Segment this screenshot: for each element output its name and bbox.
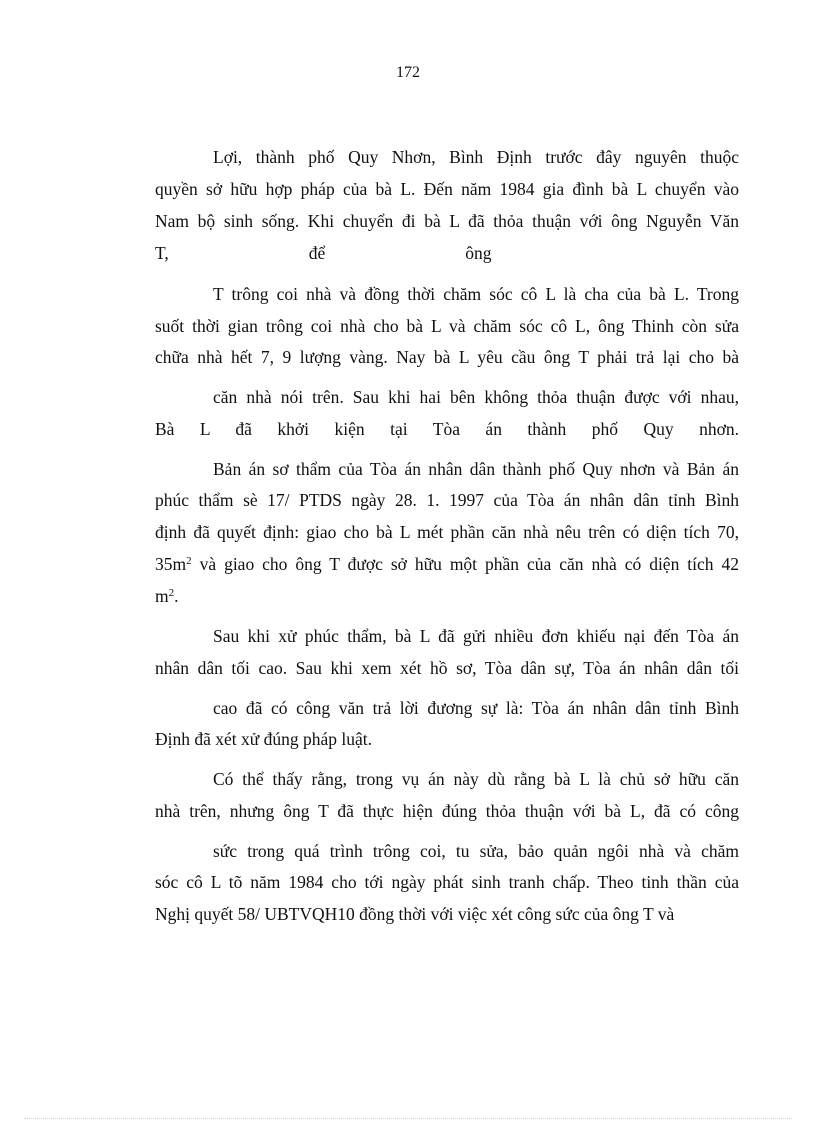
text-line (155, 553, 739, 575)
text-line: căn nhà nói trên. Sau khi hai bên không thỏa thuận được với nhau, (213, 387, 739, 407)
text-fragment: 35m (155, 554, 187, 574)
text-line (155, 585, 739, 607)
text-line: chữa nhà hết 7, 9 lượng vàng. Nay bà L yêu cầu ông T phải trả lại cho bà (155, 347, 739, 367)
text-line: Định đã xét xử đúng pháp luật. (155, 729, 373, 749)
text-line: Lợi, thành phố Quy Nhơn, Bình Định trước đây nguyên thuộc (213, 147, 739, 167)
text-line: phúc thẩm sè 17/ PTDS ngày 28. 1. 1997 của Tòa án nhân dân tỉnh Bình (155, 490, 739, 510)
text-line: sóc cô L tõ năm 1984 cho tới ngày phát sinh tranh chấp. Theo tinh thần của (155, 872, 739, 892)
text-line: sức trong quá trình trông coi, tu sửa, bảo quản ngôi nhà và chăm (213, 841, 739, 861)
text-line: Có thể thấy rằng, trong vụ án này dù rằng bà L là chủ sở hữu căn (213, 769, 739, 789)
text-line: Nghị quyết 58/ UBTVQH10 đồng thời với việc xét công sức của ông T và (155, 904, 675, 924)
text-line: Nam bộ sinh sống. Khi chuyển đi bà L đã thỏa thuận với ông Nguyễn Văn (155, 211, 739, 231)
text-line: Sau khi xử phúc thẩm, bà L đã gửi nhiều đơn khiếu nại đến Tòa án (213, 626, 739, 646)
text-line: T trông coi nhà và đồng thời chăm sóc cô L là cha của bà L. Trong (213, 284, 739, 304)
text-line: suốt thời gian trông coi nhà cho bà L và chăm sóc cô L, ông Thinh còn sửa (155, 316, 739, 336)
text-fragment: và giao cho ông T được sở hữu một phần của căn nhà có diện tích 42 (191, 554, 739, 574)
text-line: nhà trên, nhưng ông T đã thực hiện đúng thỏa thuận với bà L, đã có công (155, 801, 739, 821)
text-line: Bản án sơ thẩm của Tòa án nhân dân thành phố Quy nhơn và Bản án (213, 459, 739, 479)
text-line: định đã quyết định: giao cho bà L mét phần căn nhà nêu trên có diện tích 70, (155, 522, 739, 542)
text-line: T, để ông (155, 243, 492, 263)
text-line: Bà L đã khởi kiện tại Tòa án thành phố Quy nhơn. (155, 419, 739, 439)
superscript: 2 (186, 555, 192, 567)
text-line: nhân dân tối cao. Sau khi xem xét hồ sơ, Tòa dân sự, Tòa án nhân dân tối (155, 658, 739, 678)
text-fragment: . (174, 586, 179, 606)
text-line: quyền sở hữu hợp pháp của bà L. Đến năm 1984 gia đình bà L chuyển vào (155, 179, 739, 199)
page-bottom-rule (24, 1118, 792, 1119)
text-line: cao đã có công văn trả lời đương sự là: Tòa án nhân dân tỉnh Bình (213, 698, 739, 718)
superscript: 2 (168, 587, 175, 599)
text-fragment: m (155, 586, 169, 606)
page-number: 172 (396, 64, 420, 81)
